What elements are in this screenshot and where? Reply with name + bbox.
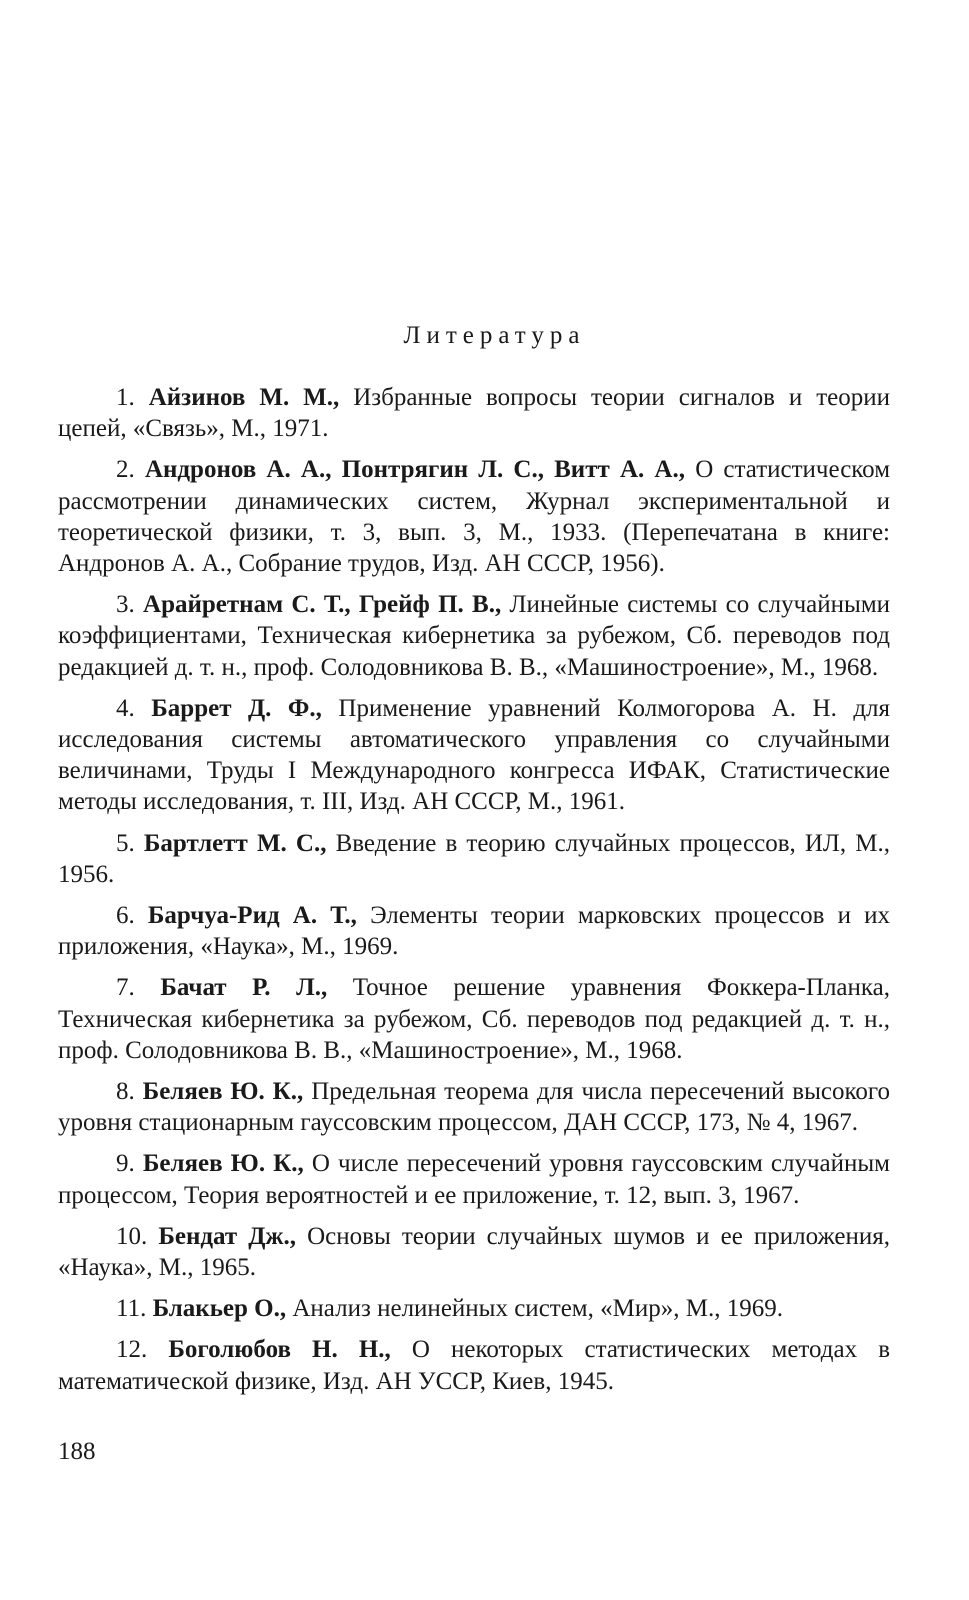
reference-author: Арайретнам С. Т., Грейф П. В., [143,591,502,619]
reference-number: 6. [116,902,135,930]
reference-item [58,454,890,579]
reference-number: 4. [116,694,135,722]
section-heading: Литература [403,322,586,349]
reference-text: О статистическом рассмотрении динамических систем, Журнал экспериментальной и теоретической физики, т. 3, вып. 3, М., 1933. (Перепечатана в книге: Андронов А. А., Собрание трудов, Изд. АН СССР, 1956). [58,456,891,578]
reference-author: Айзинов М. М., [148,384,340,411]
reference-text: Элементы теории марковских процессов и их приложения, «Наука», М., 1969. [58,902,891,961]
reference-author: Бачат Р. Л., [160,974,328,1002]
reference-number: 9. [116,1150,135,1178]
reference-text: Предельная теорема для числа пересечений высокого уровня стационарным гауссовским процессом, ДАН СССР, 173, № 4, 1967. [58,1078,891,1137]
reference-text: Избранные вопросы теории сигналов и теории цепей, «Связь», М., 1971. [58,384,890,443]
reference-author: Андронов А. А., Понтрягин Л. С., Витт А. А., [144,456,685,484]
reference-number: 12. [116,1336,148,1364]
reference-item [58,900,890,962]
reference-author: Бартлетт М. С., [143,829,327,857]
reference-author: Баррет Д. Ф., [151,694,322,722]
reference-number: 3. [116,591,135,619]
reference-list [58,382,890,1407]
reference-author: Беляев Ю. К., [142,1078,304,1106]
reference-item [58,1221,890,1283]
reference-author: Блакьер О., [152,1295,287,1323]
reference-author: Боголюбов Н. Н., [168,1336,391,1364]
reference-author: Бендат Дж., [158,1222,297,1250]
reference-number: 5. [116,829,135,857]
reference-text: Применение уравнений Колмогорова А. Н. для исследования системы автоматического управления со случайными величинами, Труды I Международного конгресса ИФАК, Статистические методы исследования, т. III, Изд. АН СССР, М., 1961. [58,694,891,816]
reference-text: О числе пересечений уровня гауссовским случайным процессом, Теория вероятностей и ее приложение, т. 12, вып. 3, 1967. [58,1150,890,1209]
reference-number: 7. [116,974,135,1002]
reference-item [58,1293,890,1324]
reference-number: 1. [116,384,135,411]
reference-item [58,828,890,890]
reference-number: 10. [116,1222,148,1250]
reference-text: Анализ нелинейных систем, «Мир», М., 1969. [292,1295,783,1323]
reference-text: Точное решение уравнения Фоккера-Планка, Техническая кибернетика за рубежом, Сб. переводов под редакцией д. т. н., проф. Солодовникова В. В., «Машиностроение», М., 1968. [58,974,891,1064]
reference-number: 2. [116,456,135,484]
reference-author: Барчуа-Рид А. Т., [147,902,357,930]
reference-item [58,589,890,683]
reference-number: 11. [116,1295,147,1323]
reference-text: Введение в теорию случайных процессов, ИЛ, М., 1956. [58,829,890,888]
page-number: 188 [58,1438,96,1465]
reference-number: 8. [116,1078,135,1106]
reference-item [58,1148,890,1210]
reference-author: Беляев Ю. К., [142,1150,304,1178]
reference-text: О некоторых статистических методах в математической физике, Изд. АН УССР, Киев, 1945. [58,1336,891,1395]
reference-item [58,693,890,818]
reference-text: Основы теории случайных шумов и ее приложения, «Наука», М., 1965. [58,1222,891,1282]
reference-item [58,382,890,444]
reference-item [58,1076,890,1138]
reference-text: Линейные системы со случайными коэффициентами, Техническая кибернетика за рубежом, Сб. переводов под редакцией д. т. н., проф. Солодовникова В. В., «Машиностроение», М., 1968. [58,591,891,681]
reference-item [58,1334,890,1396]
reference-item [58,972,890,1066]
